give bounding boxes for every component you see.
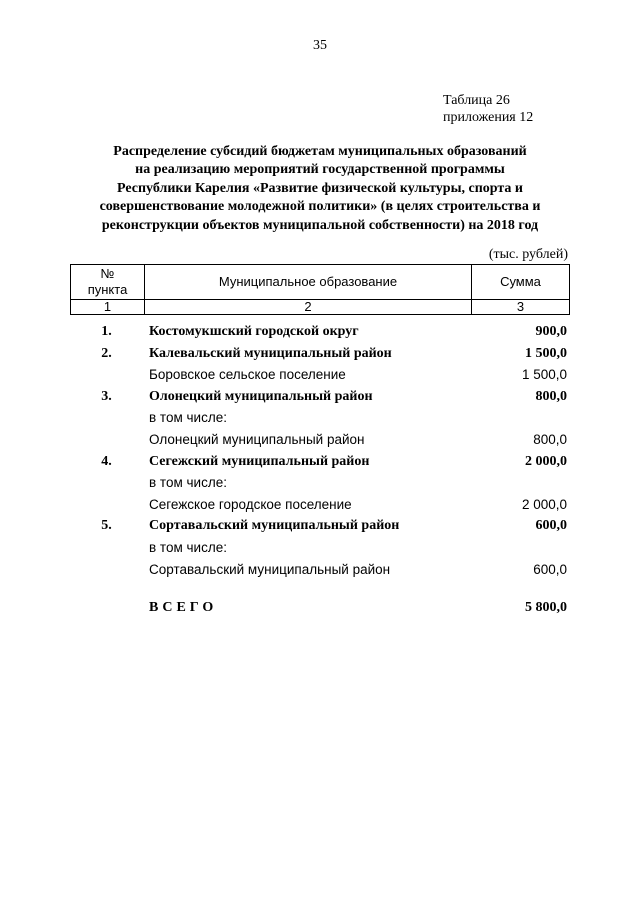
table-row [70, 537, 570, 559]
table-ref-line2: приложения 12 [443, 110, 534, 125]
table-row [70, 451, 570, 473]
row-amount: 1 500,0 [521, 367, 567, 383]
row-municipality: Сегежское городское поселение [149, 496, 352, 512]
table-header [70, 264, 570, 315]
row-municipality: в том числе: [149, 410, 227, 426]
title-line: Республики Карелия «Развитие физической культуры, спорта и [116, 180, 523, 196]
row-municipality: Олонецкий муниципальный район [149, 431, 365, 447]
title-line: Распределение субсидий бюджетам муниципальных образований [113, 144, 527, 159]
row-municipality: Калевальский муниципальный район [149, 345, 392, 361]
table-row [70, 407, 570, 429]
header-col-number-line1: № [100, 266, 115, 281]
row-amount: 1 500,0 [525, 345, 567, 361]
table-row [70, 321, 570, 343]
row-municipality: Боровское сельское поселение [149, 367, 346, 383]
row-number: 1. [101, 324, 112, 339]
title-line: реконструкции объектов муниципальной собственности) на 2018 год [101, 217, 539, 233]
row-municipality: Сортавальский муниципальный район [149, 518, 400, 534]
row-number: 3. [101, 388, 112, 404]
row-municipality: Сортавальский муниципальный район [149, 561, 391, 577]
row-amount: 600,0 [533, 561, 567, 577]
header-col-amount-index: 3 [472, 300, 570, 315]
table-row [70, 515, 570, 537]
units-note: (тыс. рублей) [488, 247, 568, 262]
row-number: 4. [101, 453, 112, 469]
header-col-number [71, 265, 145, 300]
header-col-number-index: 1 [71, 300, 145, 315]
header-col-amount: Сумма [472, 265, 570, 300]
row-amount: 800,0 [533, 431, 567, 447]
row-municipality: Костомукшский городской округ [149, 324, 359, 339]
total-label: ВСЕГО [149, 600, 218, 615]
row-municipality: в том числе: [149, 475, 227, 491]
row-amount: 600,0 [535, 518, 567, 534]
total-amount: 5 800,0 [525, 600, 567, 615]
title-line: на реализацию мероприятий государственной программы [135, 162, 505, 178]
table-row [70, 364, 570, 386]
table-ref-line1: Таблица 26 [443, 93, 510, 108]
table-row [70, 472, 570, 494]
header-col-municipality-index: 2 [145, 300, 472, 315]
document-title [60, 143, 580, 235]
row-number: 5. [101, 518, 112, 534]
table-row [70, 386, 570, 408]
page-number: 35 [313, 38, 327, 53]
row-amount: 2 000,0 [525, 453, 567, 469]
title-line: совершенствование молодежной политики» (в целях строительства и [99, 199, 541, 215]
total-row [70, 600, 570, 622]
row-number: 2. [101, 345, 112, 361]
row-amount: 800,0 [535, 388, 567, 404]
row-municipality: Сегежский муниципальный район [149, 453, 370, 469]
table-row [70, 494, 570, 516]
table-body [70, 321, 570, 580]
header-col-municipality: Муниципальное образование [145, 265, 472, 300]
table-row [70, 343, 570, 365]
row-municipality: Олонецкий муниципальный район [149, 388, 373, 404]
header-col-number-line2: пункта [87, 282, 128, 297]
table-reference [443, 92, 533, 126]
row-amount: 2 000,0 [521, 496, 567, 512]
row-municipality: в том числе: [149, 539, 227, 555]
row-amount: 900,0 [535, 324, 567, 339]
table-row [70, 559, 570, 581]
table-row [70, 429, 570, 451]
